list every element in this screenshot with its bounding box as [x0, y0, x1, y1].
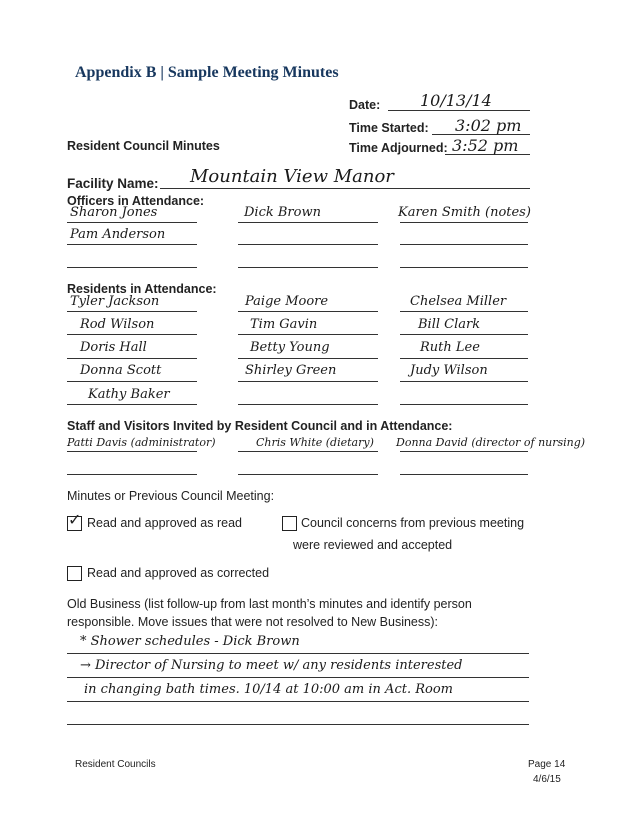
officer-line	[400, 267, 528, 268]
officer-line	[238, 244, 378, 245]
resident-name: Ruth Lee	[420, 340, 480, 355]
resident-line	[238, 311, 378, 312]
officer-line	[67, 244, 197, 245]
resident-name: Judy Wilson	[410, 363, 488, 378]
officer-name: Karen Smith (notes)	[398, 205, 531, 220]
old-business-line	[67, 724, 529, 725]
staff-line	[238, 451, 378, 452]
concerns-reviewed-label: Council concerns from previous meeting	[301, 516, 525, 530]
staff-line	[400, 474, 528, 475]
officer-line	[400, 222, 528, 223]
old-business-line	[67, 653, 529, 654]
concerns-reviewed-label-2: were reviewed and accepted	[293, 538, 453, 552]
date-line	[388, 110, 530, 111]
resident-name: Rod Wilson	[80, 317, 155, 332]
resident-line	[238, 404, 378, 405]
officer-line	[400, 244, 528, 245]
old-business-line	[67, 677, 529, 678]
facility-line	[160, 188, 530, 189]
resident-name: Betty Young	[250, 340, 330, 355]
staff-line	[67, 474, 197, 475]
read-approved-label: Read and approved as read	[87, 516, 242, 530]
resident-name: Kathy Baker	[88, 387, 170, 402]
footer-title: Resident Councils	[75, 759, 156, 770]
time-started-value: 3:02 pm	[455, 116, 522, 135]
old-business-entry: → Director of Nursing to meet w/ any residents interested	[80, 658, 463, 673]
staff-line	[400, 451, 528, 452]
resident-line	[67, 334, 197, 335]
resident-name: Tim Gavin	[250, 317, 318, 332]
facility-value: Mountain View Manor	[190, 166, 394, 187]
officer-name: Pam Anderson	[70, 227, 166, 242]
time-adjourned-value: 3:52 pm	[452, 136, 519, 155]
date-label: Date:	[349, 98, 381, 112]
resident-line	[67, 311, 197, 312]
resident-name: Bill Clark	[418, 317, 481, 332]
resident-line	[67, 381, 197, 382]
footer-page-number: Page 14	[528, 759, 566, 770]
resident-name: Doris Hall	[80, 340, 147, 355]
old-business-entry: * Shower schedules - Dick Brown	[80, 634, 300, 649]
footer-date: 4/6/15	[533, 774, 561, 785]
time-adjourned-label: Time Adjourned:	[349, 141, 448, 155]
staff-label: Staff and Visitors Invited by Resident Council and in Attendance:	[67, 419, 453, 433]
concerns-reviewed-checkbox[interactable]	[282, 516, 297, 531]
officer-name: Dick Brown	[244, 205, 321, 220]
staff-line	[67, 451, 197, 452]
resident-name: Chelsea Miller	[410, 294, 507, 309]
resident-line	[400, 334, 528, 335]
resident-name: Paige Moore	[245, 294, 329, 309]
facility-label: Facility Name:	[67, 176, 159, 191]
resident-name: Tyler Jackson	[70, 294, 160, 309]
officer-name: Sharon Jones	[70, 205, 158, 220]
resident-line	[238, 334, 378, 335]
staff-name: Chris White (dietary)	[256, 436, 374, 449]
old-business-line	[67, 701, 529, 702]
resident-line	[400, 404, 528, 405]
old-business-label: Old Business (list follow-up from last month’s minutes and identify person	[67, 597, 472, 611]
resident-line	[400, 358, 528, 359]
officer-line	[238, 267, 378, 268]
staff-name: Patti Davis (administrator)	[67, 436, 216, 449]
officer-line	[67, 267, 197, 268]
read-corrected-label: Read and approved as corrected	[87, 566, 270, 580]
resident-name: Shirley Green	[245, 363, 337, 378]
resident-name: Donna Scott	[80, 363, 162, 378]
resident-line	[67, 404, 197, 405]
officers-label: Officers in Attendance:	[67, 194, 205, 208]
old-business-label-2: responsible. Move issues that were not resolved to New Business):	[67, 615, 439, 629]
read-corrected-checkbox[interactable]	[67, 566, 82, 581]
checkmark-icon: ✓	[68, 510, 82, 529]
staff-name: Donna David (director of nursing)	[396, 436, 586, 449]
resident-line	[238, 358, 378, 359]
officer-line	[67, 222, 197, 223]
officer-line	[238, 222, 378, 223]
resident-line	[67, 358, 197, 359]
date-value: 10/13/14	[420, 91, 492, 110]
form-title: Resident Council Minutes	[67, 139, 220, 153]
page-heading: Appendix B | Sample Meeting Minutes	[75, 64, 339, 81]
minutes-label: Minutes or Previous Council Meeting:	[67, 489, 275, 503]
staff-line	[238, 474, 378, 475]
resident-line	[400, 381, 528, 382]
resident-line	[238, 381, 378, 382]
residents-label: Residents in Attendance:	[67, 282, 217, 296]
time-started-label: Time Started:	[349, 121, 429, 135]
old-business-entry: in changing bath times. 10/14 at 10:00 am in Act. Room	[84, 682, 453, 697]
resident-line	[400, 311, 528, 312]
